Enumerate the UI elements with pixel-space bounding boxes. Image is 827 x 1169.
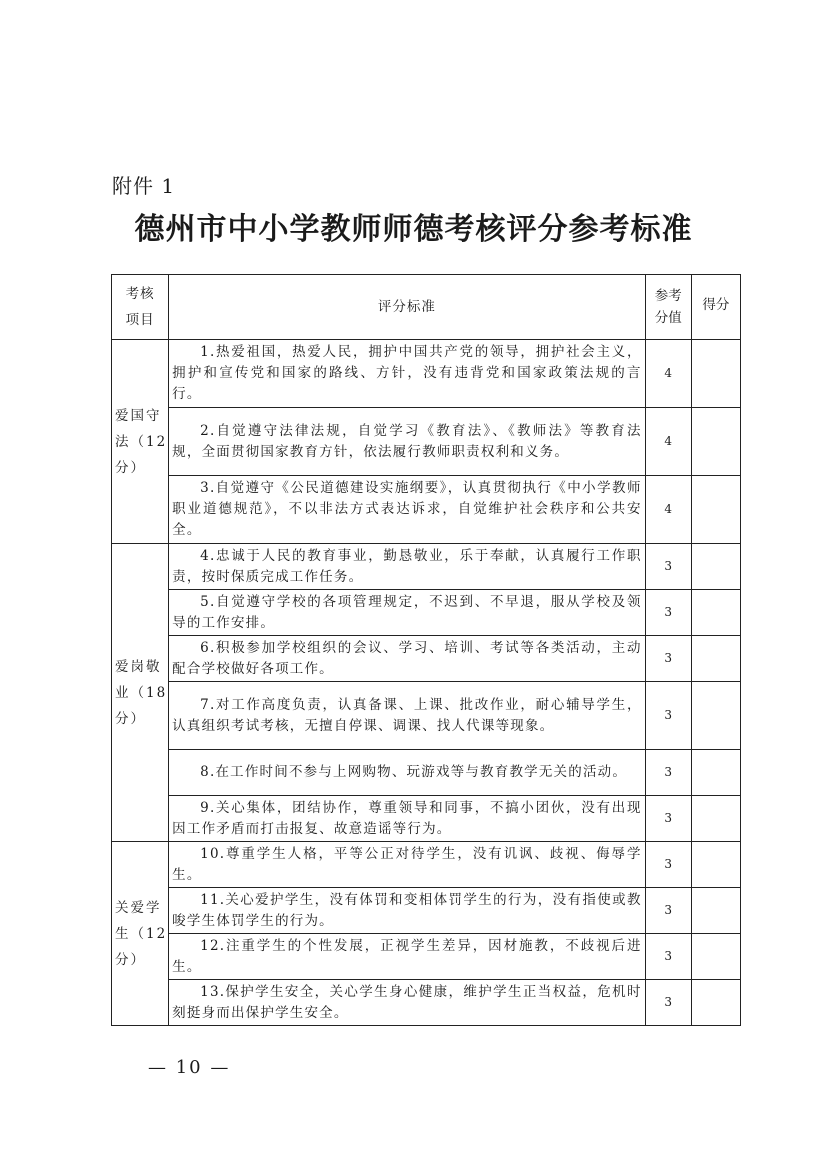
points-value: 3 [645,544,691,590]
points-value: 3 [645,842,691,888]
criterion-text: 7.对工作高度负责，认真备课、上课、批改作业，耐心辅导学生，认真组织考试考核，无擅自停课、调课、找人代课等现象。 [169,682,646,750]
points-value: 4 [645,408,691,476]
points-value: 3 [645,796,691,842]
score-cell[interactable] [691,408,740,476]
criterion-text: 6.积极参加学校组织的会议、学习、培训、考试等各类活动，主动配合学校做好各项工作。 [169,636,646,682]
points-value: 3 [645,750,691,796]
assessment-table [111,274,741,1026]
score-cell[interactable] [691,590,740,636]
score-cell[interactable] [691,980,740,1026]
criterion-text: 2.自觉遵守法律法规，自觉学习《教育法》、《教师法》等教育法规，全面贯彻国家教育方针，依法履行教师职责权利和义务。 [169,408,646,476]
points-value: 3 [645,980,691,1026]
table-row [112,842,741,888]
table-row [112,340,741,408]
criterion-text: 5.自觉遵守学校的各项管理规定，不迟到、不早退，服从学校及领导的工作安排。 [169,590,646,636]
table-header-row [112,275,741,340]
page-number: — 10 — [148,1057,231,1078]
criterion-text: 11.关心爱护学生，没有体罚和变相体罚学生的行为，没有指使或教唆学生体罚学生的行为。 [169,888,646,934]
points-value: 4 [645,476,691,544]
points-value: 4 [645,340,691,408]
score-cell[interactable] [691,842,740,888]
group-label-student-care: 关爱学 生（12 分） [112,842,169,1026]
criterion-text: 9.关心集体，团结协作，尊重领导和同事，不搞小团伙，没有出现因工作矛盾而打击报复、故意造谣等行为。 [169,796,646,842]
score-cell[interactable] [691,340,740,408]
criterion-text: 1.热爱祖国，热爱人民，拥护中国共产党的领导，拥护社会主义，拥护和宣传党和国家的路线、方针，没有违背党和国家政策法规的言行。 [169,340,646,408]
score-cell[interactable] [691,934,740,980]
group-label-patriotism: 爱国守 法（12 分） [112,340,169,544]
attachment-label: 附件 1 [112,174,176,198]
table-row [112,544,741,590]
criterion-text: 10.尊重学生人格，平等公正对待学生，没有讥讽、歧视、侮辱学生。 [169,842,646,888]
criterion-text: 3.自觉遵守《公民道德建设实施纲要》，认真贯彻执行《中小学教师职业道德规范》，不以非法方式表达诉求，自觉维护社会秩序和公共安全。 [169,476,646,544]
points-value: 3 [645,682,691,750]
score-cell[interactable] [691,682,740,750]
criterion-text: 12.注重学生的个性发展，正视学生差异，因材施教，不歧视后进生。 [169,934,646,980]
points-value: 3 [645,888,691,934]
table-row [112,476,741,544]
header-project: 考核 项目 [112,275,169,340]
points-value: 3 [645,590,691,636]
score-cell[interactable] [691,750,740,796]
score-cell[interactable] [691,888,740,934]
header-criteria: 评分标准 [169,275,646,340]
header-points: 参考 分值 [645,275,691,340]
document-title: 德州市中小学教师师德考核评分参考标准 [134,212,693,247]
score-cell[interactable] [691,796,740,842]
table-row [112,750,741,796]
criterion-text: 4.忠诚于人民的教育事业，勤恳敬业，乐于奉献，认真履行工作职责，按时保质完成工作任务。 [169,544,646,590]
table-row [112,980,741,1026]
table-row [112,682,741,750]
criterion-text: 13.保护学生安全，关心学生身心健康，维护学生正当权益，危机时刻挺身而出保护学生安全。 [169,980,646,1026]
table-row [112,590,741,636]
table-row [112,796,741,842]
table-row [112,888,741,934]
group-label-dedication: 爱岗敬 业（18 分） [112,544,169,842]
points-value: 3 [645,934,691,980]
score-cell[interactable] [691,636,740,682]
score-cell[interactable] [691,544,740,590]
points-value: 3 [645,636,691,682]
header-score: 得分 [691,275,740,340]
table-row [112,636,741,682]
criterion-text: 8.在工作时间不参与上网购物、玩游戏等与教育教学无关的活动。 [169,750,646,796]
table-row [112,408,741,476]
score-cell[interactable] [691,476,740,544]
table-row [112,934,741,980]
